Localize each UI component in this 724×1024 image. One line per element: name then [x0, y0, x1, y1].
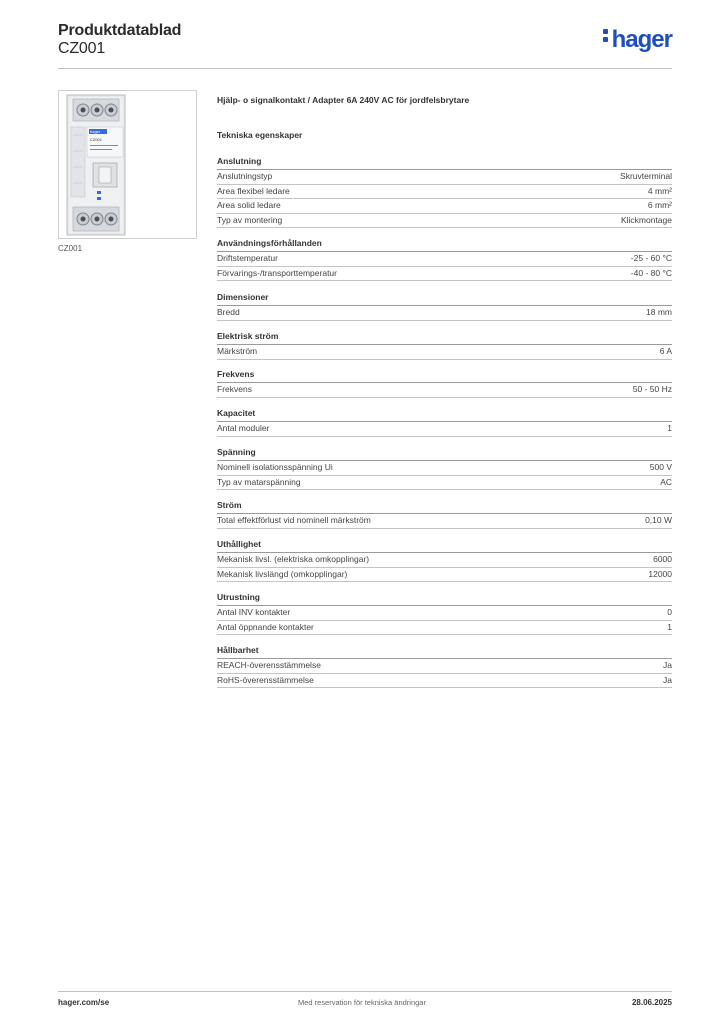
spec-label: REACH-överensstämmelse: [217, 660, 321, 670]
spec-label: Antal INV kontakter: [217, 607, 291, 617]
product-code: CZ001: [58, 40, 106, 57]
footer-divider: [58, 991, 672, 992]
footer-disclaimer: Med reservation för tekniska ändringar: [298, 998, 426, 1007]
spec-label: Typ av montering: [217, 214, 283, 225]
device-brand-label: hager: [90, 129, 101, 134]
section-title: Elektrisk ström: [217, 331, 672, 345]
section-title: Hållbarhet: [217, 645, 672, 659]
spec-value: 6 A: [659, 346, 672, 356]
product-image-frame: [58, 90, 197, 239]
section-title: Ström: [217, 500, 672, 514]
spec-row: [217, 170, 672, 185]
product-image: [59, 91, 196, 238]
spec-value: Klickmontage: [620, 214, 672, 225]
spec-label: Antal öppnande kontakter: [217, 621, 314, 632]
spec-value: 0: [667, 607, 672, 617]
product-image-caption: CZ001: [58, 244, 83, 253]
spec-value: 0,10 W: [645, 515, 672, 525]
spec-label: Total effektförlust vid nominell märkström: [217, 515, 371, 525]
spec-value: 12000: [648, 568, 672, 579]
spec-value: 50 - 50 Hz: [632, 384, 672, 394]
spec-row: [217, 185, 672, 200]
specs-heading: Tekniska egenskaper: [217, 130, 303, 140]
logo-colon-icon: [603, 26, 610, 45]
spec-label: Anslutningstyp: [217, 171, 273, 181]
spec-row: [217, 252, 672, 267]
device-code-label: CZ001: [90, 137, 103, 142]
section-title: Dimensioner: [217, 292, 672, 306]
spec-label: Area solid ledare: [217, 200, 281, 211]
spec-label: Mekanisk livsl. (elektriska omkopplingar): [217, 554, 370, 564]
spec-value: -40 - 80 °C: [630, 267, 672, 278]
spec-row: [217, 568, 672, 583]
section-title: Kapacitet: [217, 408, 672, 422]
section-title: Frekvens: [217, 369, 672, 383]
section-title: Spänning: [217, 447, 672, 461]
spec-row: [217, 214, 672, 229]
spec-label: Nominell isolationsspänning Ui: [217, 462, 333, 472]
spec-label: Bredd: [217, 307, 240, 317]
spec-row: [217, 476, 672, 491]
spec-label: Märkström: [217, 346, 258, 356]
section-title: Uthållighet: [217, 539, 672, 553]
product-description: Hjälp- o signalkontakt / Adapter 6A 240V AC för jordfelsbrytare: [217, 95, 470, 105]
spec-label: Area flexibel ledare: [217, 185, 290, 196]
spec-row: [217, 267, 672, 282]
spec-row: [217, 383, 672, 398]
document-header: [58, 20, 672, 68]
spec-value: 6000: [653, 554, 672, 564]
spec-row: [217, 621, 672, 636]
spec-value: 4 mm²: [647, 185, 672, 196]
spec-row: [217, 422, 672, 437]
section-title: Anslutning: [217, 156, 672, 170]
spec-row: [217, 199, 672, 214]
document-title: Produktdatablad: [58, 22, 182, 39]
spec-value: 1: [667, 423, 672, 433]
spec-label: Mekanisk livslängd (omkopplingar): [217, 568, 348, 579]
logo-text: hager: [611, 26, 672, 53]
footer-date: 28.06.2025: [631, 998, 672, 1007]
spec-value: 18 mm: [646, 307, 672, 317]
spec-value: -25 - 60 °C: [630, 253, 672, 263]
spec-row: [217, 659, 672, 674]
spec-row: [217, 514, 672, 529]
spec-value: 500 V: [649, 462, 672, 472]
spec-label: Typ av matarspänning: [217, 476, 301, 487]
spec-row: [217, 553, 672, 568]
spec-row: [217, 674, 672, 689]
spec-row: [217, 606, 672, 621]
spec-row: [217, 345, 672, 360]
spec-row: [217, 461, 672, 476]
footer-website-link[interactable]: hager.com/se: [58, 998, 110, 1007]
spec-label: Driftstemperatur: [217, 253, 278, 263]
header-divider: [58, 68, 672, 69]
spec-label: Antal moduler: [217, 423, 270, 433]
spec-row: [217, 306, 672, 321]
spec-label: Frekvens: [217, 384, 252, 394]
section-title: Användningsförhållanden: [217, 238, 672, 252]
spec-value: AC: [660, 476, 672, 487]
spec-label: Förvarings-/transporttemperatur: [217, 267, 337, 278]
spec-label: RoHS-överensstämmelse: [217, 674, 314, 685]
spec-value: 1: [667, 621, 672, 632]
spec-value: Ja: [663, 674, 672, 685]
hager-logo[interactable]: [603, 26, 672, 54]
section-title: Utrustning: [217, 592, 672, 606]
spec-value: 6 mm²: [647, 200, 672, 211]
spec-value: Ja: [663, 660, 672, 670]
spec-value: Skruvterminal: [620, 171, 672, 181]
